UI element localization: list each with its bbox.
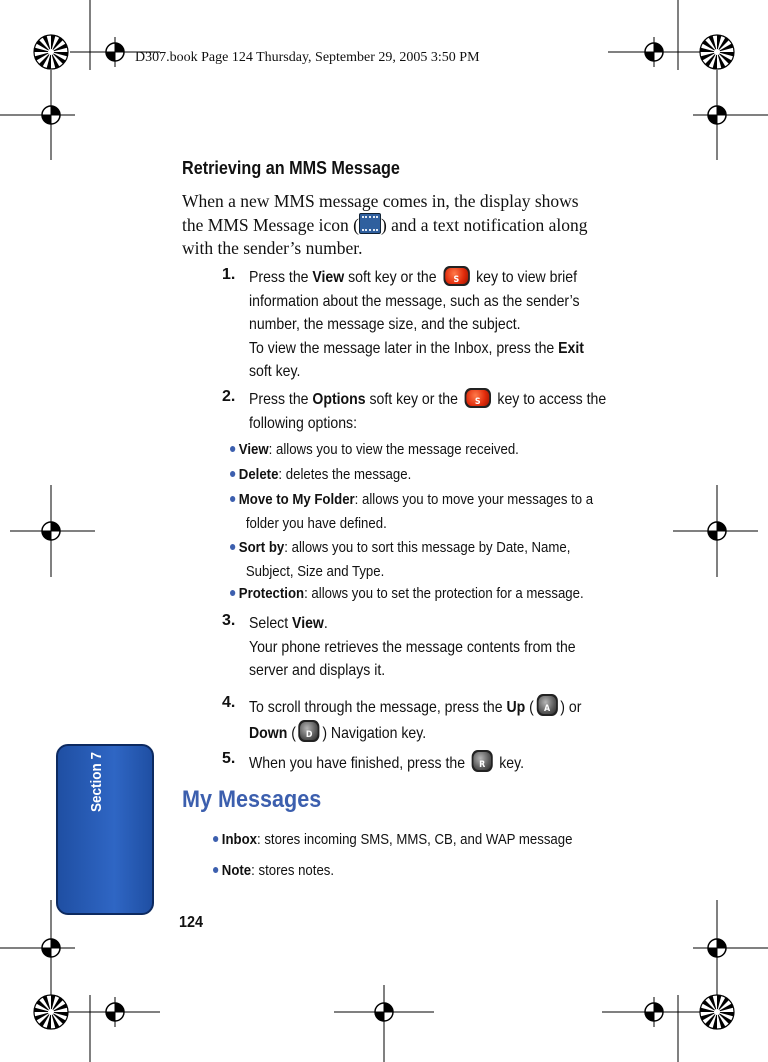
step-2 <box>249 388 606 435</box>
my-messages-heading: My Messages <box>182 786 322 813</box>
step-text: Press the <box>249 269 313 286</box>
key-glyph: R <box>479 760 486 770</box>
step-text: number, the message size, and the subject. <box>249 316 521 333</box>
mms-message-icon <box>359 213 381 234</box>
step-5 <box>249 750 524 776</box>
my-messages-item-inbox <box>213 828 572 852</box>
bullet-icon <box>230 590 235 596</box>
registration-mark-icon <box>639 997 669 1027</box>
bullet-icon <box>213 867 218 873</box>
step-text: soft key. <box>249 363 301 380</box>
key-glyph: S <box>474 397 481 407</box>
option-delete <box>230 463 411 487</box>
key-glyph: D <box>305 729 313 740</box>
step-3 <box>249 612 576 683</box>
soft-key-icon <box>464 388 490 408</box>
nav-down-key-icon <box>299 720 320 742</box>
step-number: 1. <box>222 266 236 283</box>
step-text: soft key or the <box>344 269 441 286</box>
step-number: 2. <box>222 388 236 405</box>
option-protection <box>230 582 584 606</box>
page-number: 124 <box>179 914 204 931</box>
soft-key-icon <box>443 266 469 286</box>
option-sort-by <box>230 536 570 583</box>
option-desc: Subject, Size and Type. <box>245 562 385 580</box>
step-text: Select <box>249 615 293 632</box>
key-glyph: A <box>543 704 551 714</box>
bullet-icon <box>213 836 218 842</box>
option-name: Move to My Folder <box>238 491 355 508</box>
intro-line: with the sender’s number. <box>182 238 363 258</box>
step-text: ( <box>525 699 534 716</box>
bullet-icon <box>230 446 235 452</box>
option-name: View <box>238 441 269 458</box>
step-text: Your phone retrieves the message contents from the <box>249 638 576 656</box>
option-desc: : allows you to view the message received. <box>268 441 519 458</box>
starburst-target-icon <box>700 35 734 69</box>
book-info-header: D307.book Page 124 Thursday, September 29, 2005 3:50 PM <box>135 50 480 65</box>
nav-up-key-icon <box>536 694 557 716</box>
exit-key-label: Exit <box>558 339 584 357</box>
options-key-label: Options <box>312 391 366 408</box>
step-1 <box>249 266 584 384</box>
registration-mark-icon <box>100 997 130 1027</box>
step-number: 3. <box>222 612 236 629</box>
step-text: information about the message, such as the sender’s <box>249 292 580 310</box>
starburst-target-icon <box>34 995 68 1029</box>
item-name: Inbox <box>221 831 257 848</box>
option-desc: : allows you to set the protection for a message. <box>304 585 584 602</box>
my-messages-item-note <box>213 859 334 883</box>
intro-text: ) and a text notification along <box>380 215 588 235</box>
step-text: server and displays it. <box>249 662 386 679</box>
starburst-target-icon <box>34 35 68 69</box>
step-number: 5. <box>222 750 236 767</box>
step-text: ) or <box>560 699 582 716</box>
end-key-icon <box>472 750 493 772</box>
step-text: To view the message later in the Inbox, press the <box>249 339 559 357</box>
option-view <box>230 438 519 462</box>
intro-line: When a new MMS message comes in, the display shows <box>182 191 579 211</box>
option-desc: : deletes the message. <box>278 466 412 483</box>
section-title: Retrieving an MMS Message <box>182 158 400 178</box>
item-name: Note <box>221 862 252 879</box>
step-text: soft key or the <box>365 391 462 408</box>
item-desc: : stores notes. <box>251 862 335 879</box>
option-name: Delete <box>238 466 279 483</box>
bullet-icon <box>230 496 235 502</box>
view-label: View <box>292 615 324 632</box>
down-label: Down <box>249 724 288 742</box>
option-desc: : allows you to sort this message by Date, Name, <box>284 539 571 556</box>
option-desc: folder you have defined. <box>245 514 387 532</box>
up-label: Up <box>506 699 526 716</box>
option-name: Protection <box>238 585 305 602</box>
section-tab <box>56 744 154 915</box>
section-tab-label <box>88 702 105 812</box>
bullet-icon <box>230 471 235 477</box>
step-4 <box>249 694 581 745</box>
step-text: Press the <box>249 391 313 408</box>
intro-paragraph <box>182 190 642 260</box>
step-text: ) Navigation key. <box>322 724 427 742</box>
item-desc: : stores incoming SMS, MMS, CB, and WAP message <box>257 831 573 848</box>
step-text: When you have finished, press the <box>249 755 469 772</box>
step-number: 4. <box>222 694 236 711</box>
key-glyph: S <box>453 275 460 285</box>
intro-line <box>182 213 642 237</box>
step-text: To scroll through the message, press the <box>249 699 507 716</box>
step-text: . <box>323 615 328 632</box>
step-text: following options: <box>249 414 358 432</box>
step-text: key. <box>495 755 525 772</box>
step-text: ( <box>287 724 296 742</box>
option-move-to-folder <box>230 488 593 535</box>
starburst-target-icon <box>700 995 734 1029</box>
option-desc: : allows you to move your messages to a <box>354 491 594 508</box>
option-name: Sort by <box>238 539 285 556</box>
step-text: key to access the <box>493 391 607 408</box>
view-key-label: View <box>312 269 345 286</box>
step-text: key to view brief <box>472 269 578 286</box>
intro-text: the MMS Message icon ( <box>182 215 359 235</box>
section-tab-text: Section 7 <box>88 751 105 812</box>
bullet-icon <box>230 544 235 550</box>
registration-mark-icon <box>369 997 399 1027</box>
